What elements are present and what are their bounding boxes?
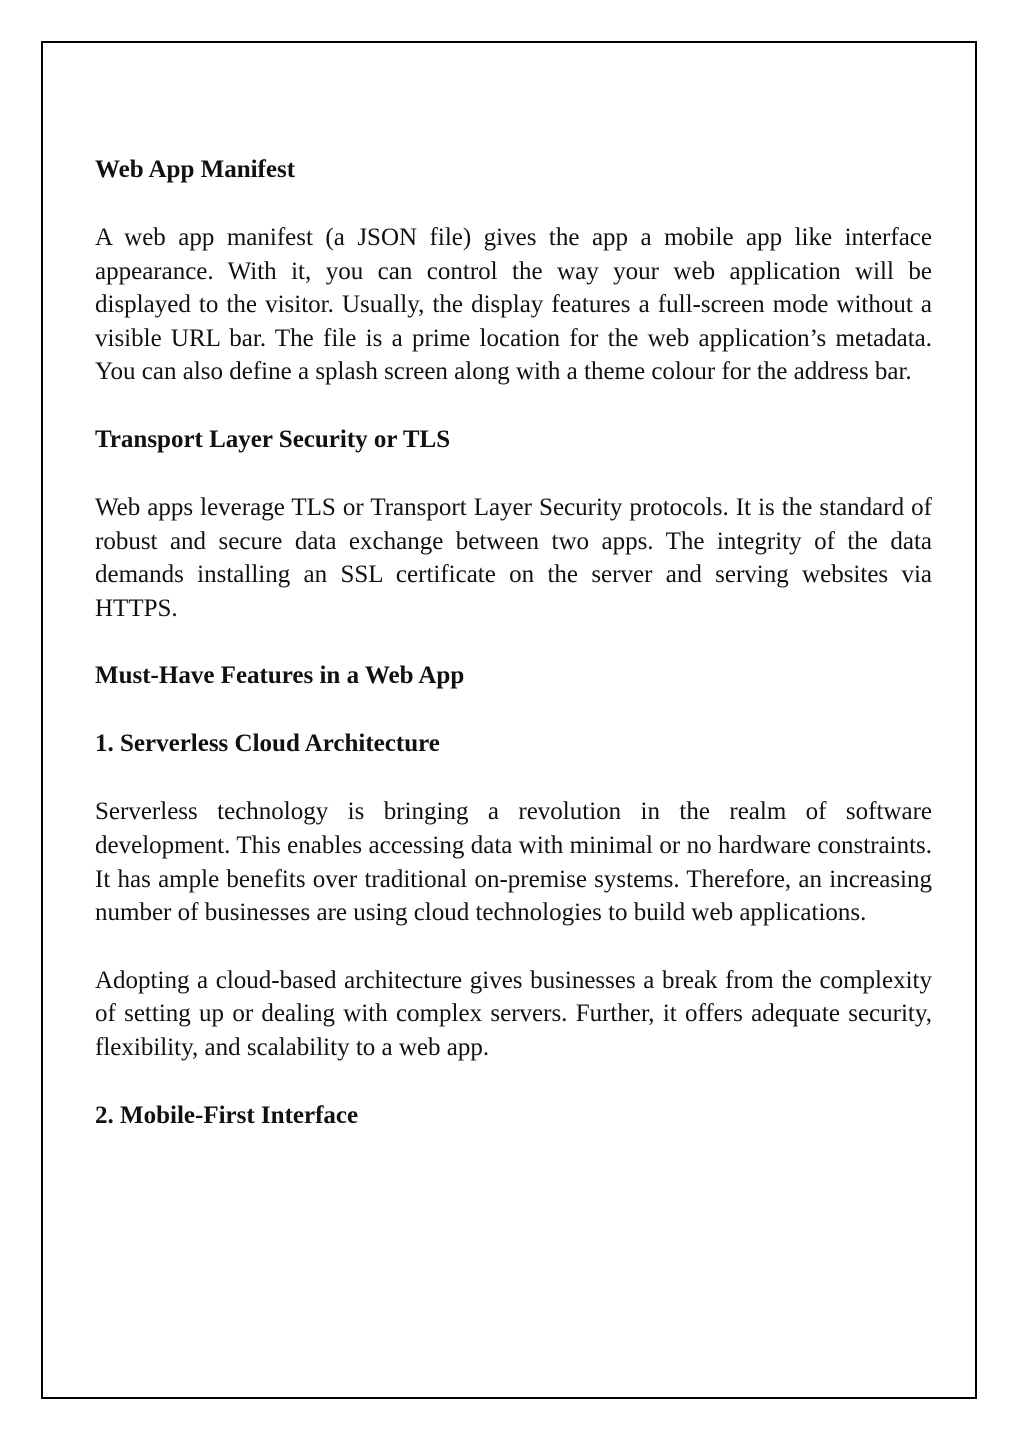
spacer — [95, 389, 932, 423]
paragraph-web-app-manifest: A web app manifest (a JSON file) gives the app a mobile app like interface appearance. With it, you can control the way your web application will be displayed to the visitor. Usually, the display features a full-screen mode without a visible URL bar. The file is a prime location for the web application’s metadata. You can also define a splash screen along with a theme colour for the address bar. — [95, 224, 932, 386]
spacer — [95, 693, 932, 727]
spacer — [95, 761, 932, 795]
heading-mobile-first: 2. Mobile-First Interface — [95, 1101, 359, 1129]
heading-web-app-manifest: Web App Manifest — [95, 156, 296, 183]
heading-serverless-cloud: 1. Serverless Cloud Architecture — [95, 730, 440, 758]
heading-tls: Transport Layer Security or TLS — [95, 425, 451, 453]
paragraph-tls: Web apps leverage TLS or Transport Layer Security protocols. It is the standard of robust and secure data exchange between two apps. The integrity of the data demands installing an SSL certificate on the server and serving websites via HTTPS. — [95, 493, 932, 622]
spacer — [95, 1065, 932, 1099]
heading-must-have-features: Must-Have Features in a Web App — [95, 662, 465, 690]
spacer — [95, 930, 932, 964]
page-frame — [41, 41, 977, 1399]
spacer — [95, 187, 932, 221]
spacer — [95, 625, 932, 659]
spacer — [95, 457, 932, 491]
document-body — [95, 153, 932, 1133]
paragraph-serverless-1: Serverless technology is bringing a revolution in the realm of software development. This enables accessing data with minimal or no hardware constraints. It has ample benefits over traditional on-premise systems. Therefore, an increasing number of businesses are using cloud technologies to build web applications. — [95, 798, 932, 927]
paragraph-serverless-2: Adopting a cloud-based architecture gives businesses a break from the complexity of setting up or dealing with complex servers. Further, it offers adequate security, flexibility, and scalability to a web app. — [95, 966, 932, 1061]
